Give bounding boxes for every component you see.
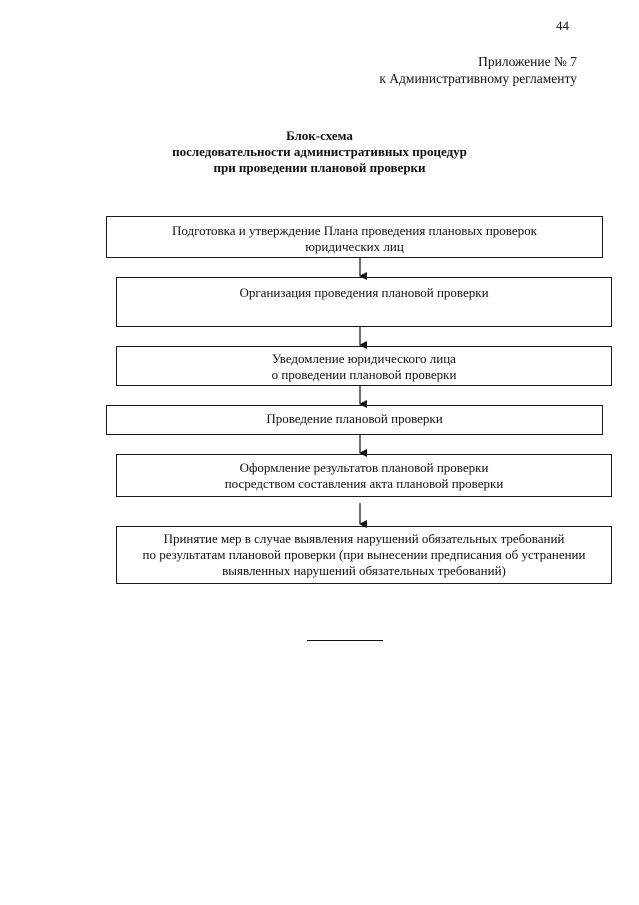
step-3-line-2: о проведении плановой проверки [271, 367, 457, 382]
step-6-line-2: по результатам плановой проверки (при вынесении предписания об устранении [142, 547, 586, 562]
title-line-1: Блок-схема [286, 128, 353, 143]
appendix-line-2: к Административному регламенту [379, 71, 577, 86]
step-1-line-1: Подготовка и утверждение Плана проведения плановых проверок [172, 223, 537, 238]
step-3-line-1: Уведомление юридического лица [272, 351, 456, 366]
page-number: 44 [556, 18, 569, 33]
title-line-2: последовательности административных процедур [172, 144, 467, 159]
step-2-line-1: Организация проведения плановой проверки [239, 285, 489, 300]
step-4-line-1: Проведение плановой проверки [266, 411, 443, 426]
step-5-line-1: Оформление результатов плановой проверки [239, 460, 489, 475]
step-6-line-1: Принятие мер в случае выявления нарушений обязательных требований [163, 531, 565, 546]
closing-rule [307, 640, 383, 641]
appendix-line-1: Приложение № 7 [478, 54, 577, 69]
step-5-line-2: посредством составления акта плановой проверки [224, 476, 504, 491]
step-1-line-2: юридических лиц [305, 239, 404, 254]
step-6-line-3: выявленных нарушений обязательных требований) [222, 563, 506, 578]
title-line-3: при проведении плановой проверки [213, 160, 426, 175]
